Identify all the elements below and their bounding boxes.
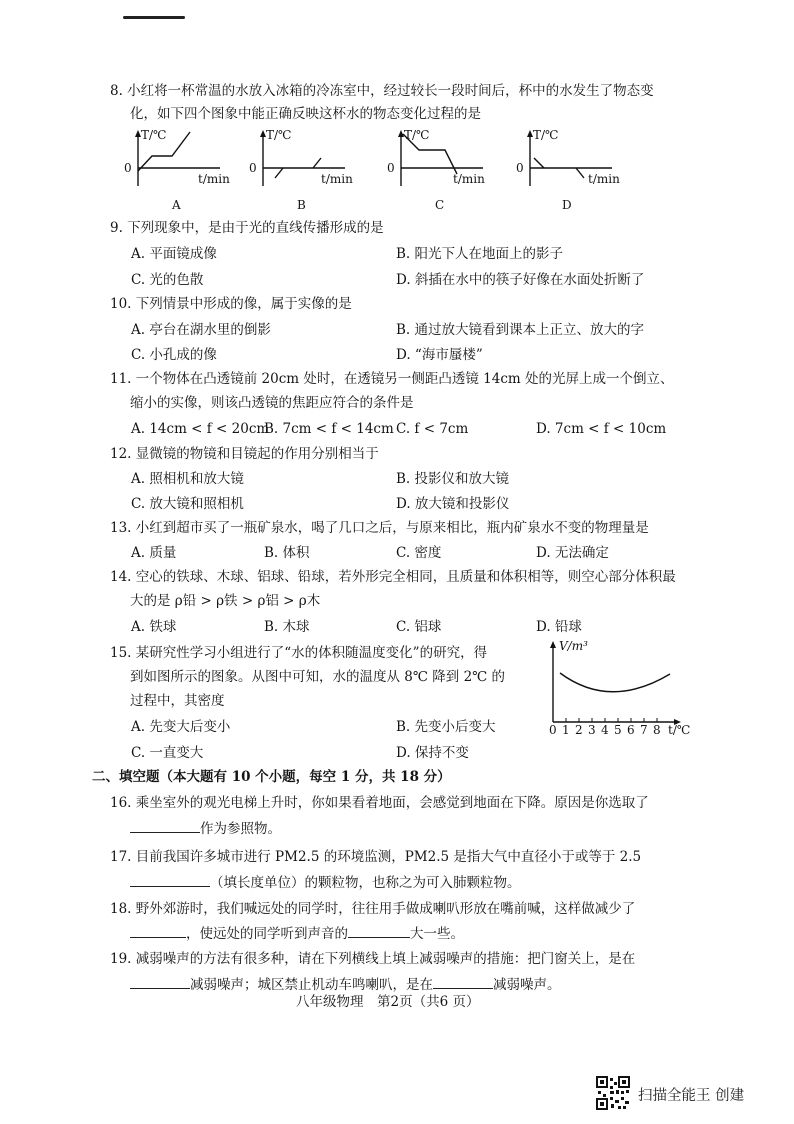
q15-tick: 7 xyxy=(640,723,648,737)
q14-stem-line2: 大的是 ρ铅 > ρ铁 > ρ铝 > ρ木 xyxy=(130,593,321,609)
graph-d-ylabel: T/℃ xyxy=(533,128,559,142)
q15-tick: 0 xyxy=(549,723,557,737)
scanner-brand: 扫描全能王 创建 xyxy=(638,1088,745,1104)
q14-option-c: C. 铝球 xyxy=(396,619,442,635)
q17-answer-blank[interactable] xyxy=(130,872,210,887)
graph-a-ylabel: T/℃ xyxy=(141,128,167,142)
q14-option-d: D. 铅球 xyxy=(536,619,582,635)
q11-stem-line1: 11. 一个物体在凸透镜前 20cm 处时，在透镜另一侧距凸透镜 14cm 处的光屏上成一个倒立、 xyxy=(110,371,674,387)
q13-option-c: C. 密度 xyxy=(396,545,442,561)
graph-d-origin: 0 xyxy=(516,161,524,175)
q9-option-a: A. 平面镜成像 xyxy=(131,246,217,262)
q18-answer-blank-2[interactable] xyxy=(348,923,410,938)
graph-a-origin: 0 xyxy=(124,161,132,175)
q9-option-b: B. 阳光下人在地面上的影子 xyxy=(396,246,564,262)
q15-tick: 4 xyxy=(601,723,609,737)
graph-d-xlabel: t/min xyxy=(588,172,620,186)
q12-option-d: D. 放大镜和投影仪 xyxy=(396,496,510,512)
q15-graph xyxy=(540,638,700,738)
q15-option-a: A. 先变大后变小 xyxy=(131,719,231,735)
graph-a-xlabel: t/min xyxy=(198,172,230,186)
q14-stem-line1: 14. 空心的铁球、木球、铝球、铅球，若外形完全相同，且质量和体积相等，则空心部分体积最 xyxy=(110,569,676,585)
q8-graph-d xyxy=(512,128,632,213)
graph-c-xlabel: t/min xyxy=(453,172,485,186)
graph-a-plot xyxy=(120,128,240,198)
q8-graph-c xyxy=(383,128,503,213)
q19-answer-blank-2[interactable] xyxy=(433,974,493,989)
top-rule xyxy=(123,16,185,19)
q15-graph-xlabel: t/℃ xyxy=(668,723,691,737)
page-footer: 八年级物理 第2页（共6 页） xyxy=(296,994,480,1010)
q10-stem: 10. 下列情景中形成的像，属于实像的是 xyxy=(110,296,352,312)
q11-option-b: B. 7cm < f < 14cm xyxy=(264,421,394,437)
q18-line2 xyxy=(110,923,730,946)
graph-b-origin: 0 xyxy=(249,161,257,175)
q13-stem: 13. 小红到超市买了一瓶矿泉水，喝了几口之后，与原来相比，瓶内矿泉水不变的物理量是 xyxy=(110,520,649,536)
graph-c-origin: 0 xyxy=(387,161,395,175)
graph-c-plot xyxy=(383,128,503,198)
q17-line2 xyxy=(110,872,730,895)
q16-line1: 16. 乘坐室外的观光电梯上升时，你如果看着地面，会感觉到地面在下降。原因是你选取了 xyxy=(110,795,649,811)
graph-b-letter: B xyxy=(297,198,306,212)
q19-line2-text-b: 减弱噪声。 xyxy=(493,977,561,993)
q19-answer-blank-1[interactable] xyxy=(130,974,190,989)
q15-tick: 2 xyxy=(575,723,583,737)
q11-option-c: C. f < 7cm xyxy=(396,421,469,437)
q13-option-a: A. 质量 xyxy=(131,545,177,561)
q9-option-d: D. 斜插在水中的筷子好像在水面处折断了 xyxy=(396,272,645,288)
graph-c-letter: C xyxy=(435,198,445,212)
q10-option-b: B. 通过放大镜看到课本上正立、放大的字 xyxy=(396,322,645,338)
graph-a-letter: A xyxy=(172,198,181,212)
graph-c-ylabel: T/℃ xyxy=(404,128,430,142)
q15-tick: 6 xyxy=(627,723,635,737)
q15-graph-ylabel: V/m³ xyxy=(559,639,588,653)
q14-option-b: B. 木球 xyxy=(264,619,310,635)
q8-graph-b xyxy=(245,128,365,213)
q9-stem: 9. 下列现象中，是由于光的直线传播形成的是 xyxy=(110,220,384,236)
q13-option-b: B. 体积 xyxy=(264,545,310,561)
q8-stem-line1: 8. 小红将一杯常温的水放入冰箱的冷冻室中，经过较长一段时间后，杯中的水发生了物态变 xyxy=(110,83,654,99)
q18-answer-blank-1[interactable] xyxy=(130,923,186,938)
q18-line2-text-a: ，使远处的同学听到声音的 xyxy=(186,926,348,942)
q17-line1: 17. 目前我国许多城市进行 PM2.5 的环境监测，PM2.5 是指大气中直径小于或等于 2.5 xyxy=(110,849,642,865)
graph-d-letter: D xyxy=(562,198,572,212)
q12-option-a: A. 照相机和放大镜 xyxy=(131,471,244,487)
q11-option-a: A. 14cm < f < 20cm xyxy=(131,421,270,437)
q15-tick: 3 xyxy=(588,723,596,737)
q13-option-d: D. 无法确定 xyxy=(536,545,609,561)
section-2-heading: 二、填空题（本大题有 10 个小题，每空 1 分，共 18 分） xyxy=(92,769,451,785)
q8-stem-line2: 化，如下四个图象中能正确反映这杯水的物态变化过程的是 xyxy=(130,106,481,122)
graph-d-plot xyxy=(512,128,632,198)
q11-stem-line2: 缩小的实像，则该凸透镜的焦距应符合的条件是 xyxy=(130,395,414,411)
q19-line1: 19. 减弱噪声的方法有很多种，请在下列横线上填上减弱噪声的措施：把门窗关上，是在 xyxy=(110,951,636,967)
q19-line2-text-a: 减弱噪声；城区禁止机动车鸣喇叭，是在 xyxy=(190,977,433,993)
q10-option-c: C. 小孔成的像 xyxy=(131,347,217,363)
q15-stem-line2: 到如图所示的图象。从图中可知，水的温度从 8℃ 降到 2℃ 的 xyxy=(130,669,506,685)
q15-stem-line1: 15. 某研究性学习小组进行了“水的体积随温度变化”的研究，得 xyxy=(110,645,488,661)
q14-option-a: A. 铁球 xyxy=(131,619,177,635)
q15-option-c: C. 一直变大 xyxy=(131,745,204,761)
q8-graph-a xyxy=(120,128,240,213)
q18-line2-text-b: 大一些。 xyxy=(410,926,464,942)
q10-option-a: A. 亭台在湖水里的倒影 xyxy=(131,322,271,338)
q12-option-b: B. 投影仪和放大镜 xyxy=(396,471,510,487)
q15-option-b: B. 先变小后变大 xyxy=(396,719,496,735)
q17-line2-text: （填长度单位）的颗粒物，也称之为可入肺颗粒物。 xyxy=(210,875,521,891)
q15-option-d: D. 保持不变 xyxy=(396,745,469,761)
q15-tick: 1 xyxy=(562,723,570,737)
q15-tick: 8 xyxy=(653,723,661,737)
q18-line1: 18. 野外郊游时，我们喊远处的同学时，往往用手做成喇叭形放在嘴前喊，这样做减少了 xyxy=(110,901,636,917)
q11-option-d: D. 7cm < f < 10cm xyxy=(536,421,667,437)
qr-code-icon xyxy=(596,1076,630,1110)
q16-line2-text: 作为参照物。 xyxy=(200,821,281,837)
q12-option-c: C. 放大镜和照相机 xyxy=(131,496,244,512)
graph-b-plot xyxy=(245,128,365,198)
graph-b-ylabel: T/℃ xyxy=(266,128,292,142)
q12-stem: 12. 显微镜的物镜和目镜起的作用分别相当于 xyxy=(110,446,379,462)
q16-answer-blank[interactable] xyxy=(130,818,200,833)
q16-line2 xyxy=(110,818,730,841)
graph-b-xlabel: t/min xyxy=(321,172,353,186)
q9-option-c: C. 光的色散 xyxy=(131,272,204,288)
q10-option-d: D. “海市蜃楼” xyxy=(396,347,483,363)
q15-tick: 5 xyxy=(614,723,622,737)
q15-stem-line3: 过程中，其密度 xyxy=(130,693,225,709)
